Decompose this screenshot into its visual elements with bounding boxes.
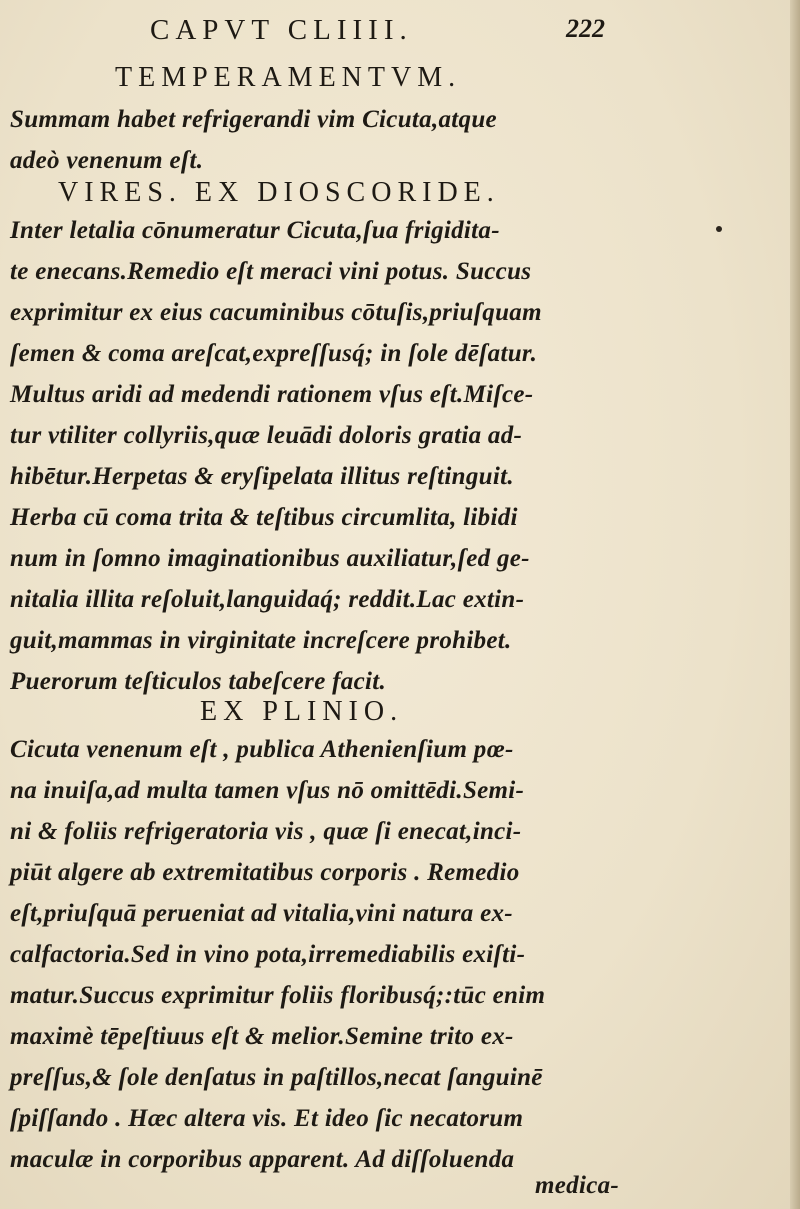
text-line: num in ſomno imaginationibus auxiliatur,ſed ge- — [10, 545, 530, 572]
page-number: 222 — [566, 14, 605, 43]
text-line: calfactoria.Sed in vino pota,irremediabilis exiſti- — [10, 941, 526, 968]
text-line: Puerorum teſticulos tabeſcere facit. — [10, 668, 387, 695]
page-edge — [790, 0, 800, 1209]
text-line: maculæ in corporibus apparent. Ad diſſoluenda — [10, 1146, 515, 1173]
text-line: Inter letalia cōnumeratur Cicuta,ſua frigidita- — [10, 217, 500, 244]
text-line: te enecans.Remedio eſt meraci vini potus. Succus — [10, 258, 532, 285]
text-line: preſſus,& ſole denſatus in paſtillos,necat ſanguinē — [10, 1064, 543, 1091]
text-line: exprimitur ex eius cacuminibus cōtuſis,priuſquam — [10, 299, 542, 326]
text-line: Summam habet refrigerandi vim Cicuta,atque — [10, 106, 497, 133]
text-line: hibētur.Herpetas & eryſipelata illitus reſtinguit. — [10, 463, 514, 490]
text-line: ſemen & coma areſcat,expreſſusq́; in ſole dēſatur. — [10, 340, 538, 367]
text-line: na inuiſa,ad multa tamen vſus nō omittēdi.Semi- — [10, 777, 525, 804]
text-line: eſt,priuſquā perueniat ad vitalia,vini natura ex- — [10, 900, 513, 927]
section-heading-ex-plinio: EX PLINIO. — [200, 696, 404, 727]
running-head: CAPVT CLIIII. — [150, 14, 413, 46]
text-line: nitalia illita reſoluit,languidaq́; reddit.Lac extin- — [10, 586, 525, 613]
text-line: guit,mammas in virginitate increſcere prohibet. — [10, 627, 512, 654]
text-line: ni & foliis refrigeratoria vis , quæ ſi enecat,inci- — [10, 818, 522, 845]
text-line: piūt algere ab extremitatibus corporis . Remedio — [10, 859, 520, 886]
text-line: ſpiſſando . Hæc altera vis. Et ideo ſic necatorum — [10, 1105, 524, 1132]
catchword: medica- — [535, 1172, 620, 1199]
section-heading-vires: VIRES. EX DIOSCORIDE. — [58, 177, 500, 208]
text-line: maximè tēpeſtiuus eſt & melior.Semine trito ex- — [10, 1023, 514, 1050]
text-line: Multus aridi ad medendi rationem vſus eſt.Miſce- — [10, 381, 534, 408]
text-line: Cicuta venenum eſt , publica Athenienſium pœ- — [10, 736, 514, 763]
ink-speck — [716, 226, 722, 232]
text-line: tur vtiliter collyriis,quæ leuādi doloris gratia ad- — [10, 422, 523, 449]
section-heading-temperamentum: TEMPERAMENTVM. — [115, 62, 462, 93]
text-line: Herba cū coma trita & teſtibus circumlita, libidi — [10, 504, 518, 531]
text-line: adeò venenum eſt. — [10, 147, 204, 174]
text-line: matur.Succus exprimitur foliis floribusq́;:tūc enim — [10, 982, 546, 1009]
